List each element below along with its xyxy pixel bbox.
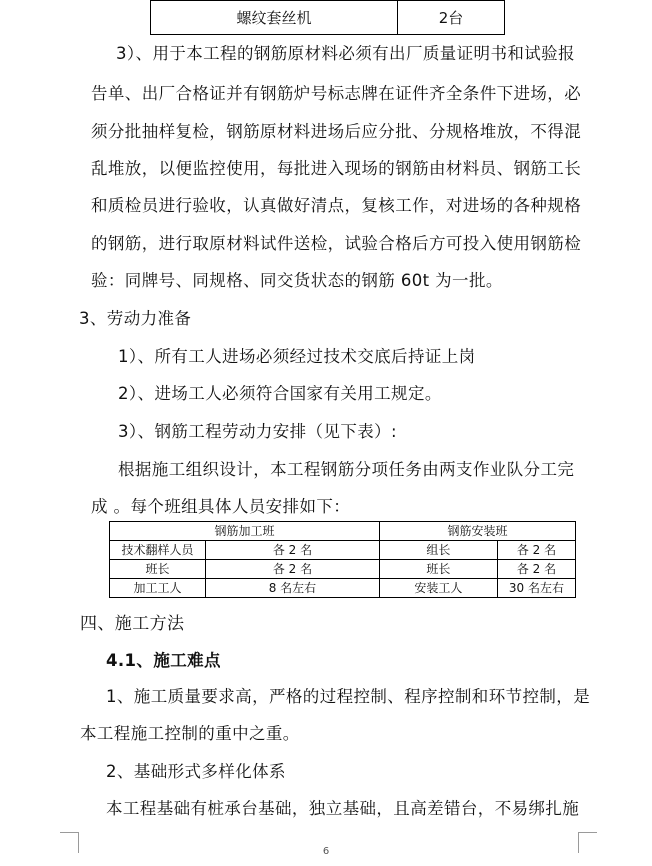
page-number: 6 <box>322 846 330 857</box>
table-cell: 30 名左右 <box>497 579 575 598</box>
paragraph-line: 1、施工质量要求高，严格的过程控制、程序控制和环节控制，是 <box>106 687 591 706</box>
paragraph-line: 须分批抽样复检，钢筋原材料进场后应分批、分规格堆放，不得混 <box>91 122 582 141</box>
list-item: 1）、所有工人进场必须经过技术交底后持证上岗 <box>118 347 476 366</box>
paragraph-line: 本工程施工控制的重中之重。 <box>80 724 300 743</box>
list-heading: 3、劳动力准备 <box>79 309 192 328</box>
paragraph-line: 成 。每个班组具体人员安排如下： <box>91 497 351 516</box>
table-cell: 安装工人 <box>379 579 497 598</box>
paragraph-line: 验：同牌号、同规格、同交货状态的钢筋 60t 为一批。 <box>91 271 503 290</box>
table-cell: 各 2 名 <box>206 560 380 579</box>
staffing-table <box>109 521 576 598</box>
table-row <box>151 1 505 35</box>
paragraph-line: 3）、用于本工程的钢筋原材料必须有出厂质量证明书和试验报 <box>116 44 575 63</box>
table-cell: 加工工人 <box>110 579 206 598</box>
paragraph-line: 和质检员进行验收，认真做好清点，复核工作，对进场的各种规格 <box>91 196 582 215</box>
subsection-heading: 4.1、施工难点 <box>106 651 221 670</box>
paragraph-line: 本工程基础有桩承台基础，独立基础，且高差错台，不易绑扎施 <box>106 799 580 818</box>
table-header-row <box>110 522 576 541</box>
table-cell: 班长 <box>110 560 206 579</box>
paragraph-line: 告单、出厂合格证并有钢筋炉号标志牌在证件齐全条件下进场，必 <box>91 84 582 103</box>
equipment-table <box>150 0 505 35</box>
table-cell: 各 2 名 <box>206 541 380 560</box>
section-heading: 四、施工方法 <box>80 614 185 634</box>
table-row <box>110 541 576 560</box>
equipment-qty-cell: 2台 <box>398 1 505 35</box>
paragraph-line: 乱堆放，以便监控使用，每批进入现场的钢筋由材料员、钢筋工长 <box>91 159 582 178</box>
table-cell: 班长 <box>379 560 497 579</box>
paragraph-line: 2、基础形式多样化体系 <box>106 762 286 781</box>
list-item: 2）、进场工人必须符合国家有关用工规定。 <box>118 384 442 403</box>
table-cell: 各 2 名 <box>497 560 575 579</box>
paragraph-line: 的钢筋，进行取原材料试件送检，试验合格后方可投入使用钢筋检 <box>91 234 582 253</box>
table-cell: 各 2 名 <box>497 541 575 560</box>
table-cell: 8 名左右 <box>206 579 380 598</box>
paragraph-line: 根据施工组织设计，本工程钢筋分项任务由两支作业队分工完 <box>118 460 575 479</box>
table-cell: 组长 <box>379 541 497 560</box>
group-header: 钢筋加工班 <box>110 522 380 541</box>
equipment-name-cell: 螺纹套丝机 <box>151 1 398 35</box>
table-cell: 技术翻样人员 <box>110 541 206 560</box>
group-header: 钢筋安装班 <box>379 522 575 541</box>
list-item: 3）、钢筋工程劳动力安排（见下表）: <box>118 422 398 441</box>
table-row <box>110 560 576 579</box>
table-row <box>110 579 576 598</box>
